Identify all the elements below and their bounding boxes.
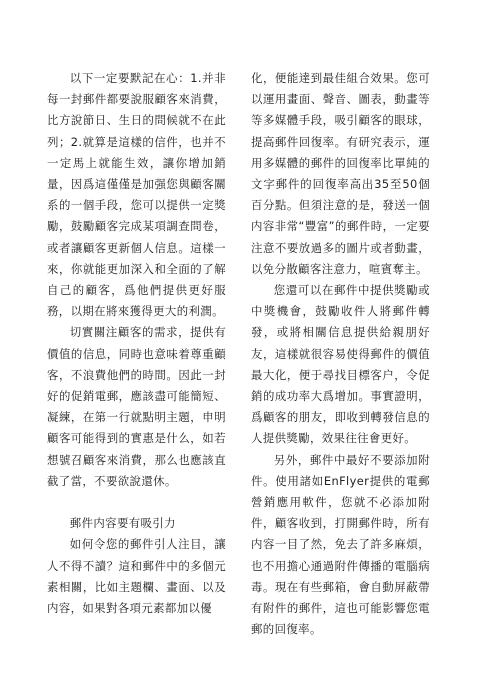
paragraph-attachments: 另外，郵件中最好不要添加附件。使用諸如EnFlyer提供的電郵營銷應用軟件，您就不必添加附件，顧客收到，打開郵件時，所有内容一目了然，免去了許多麻煩，也不用擔心通過附件傳播的電腦病毒。現在有些郵箱，會自動屏蔽帶有附件的郵件，這也可能影響您電郵的回復率。 (251, 452, 430, 637)
paragraph-multimedia: 化，便能達到最佳組合效果。您可以運用畫面、聲音、圖表，動畫等等多媒體手段，吸引顧客的眼球，提高郵件回復率。有研究表示，運用多媒體的郵件的回復率比單純的文字郵件的回復率高出35至50個百分點。但須注意的是，發送一個内容非常“豐富”的郵件時，一定要注意不要放過多的圖片或者動畫，以免分散顧客注意力，喧賓奪主。 (251, 71, 430, 276)
left-column (47, 68, 226, 619)
paragraph-gap (47, 492, 226, 513)
paragraph-rewards: 您還可以在郵件中提供獎勵或中獎機會，鼓勵收件人將郵件轉發，或將相關信息提供給親朋好友，這樣就很容易使得郵件的價值最大化，便于尋找目標客户，令促銷的成功率大爲增加。事實證明，爲顧客的朋友，即收到轉發信息的人提供獎勵，效果往往會更好。 (251, 283, 430, 446)
paragraph-attractive-content: 如何令您的郵件引人注目，讓人不得不讀？這和郵件中的多個元素相關，比如主題欄、畫面、以及内容，如果對各項元素都加以優 (47, 537, 226, 616)
paragraph-customer-needs: 切實關注顧客的需求，提供有價值的信息，同時也意味着尊重顧客，不浪費他們的時間。因此一封好的促銷電郵，應該盡可能簡短、凝練，在第一行就點明主題，申明顧客可能得到的實惠是什么，如若想號召顧客來消費，那么也應該直截了當，不要欲說還休。 (47, 325, 226, 488)
right-column (251, 68, 430, 640)
paragraph-reminder: 以下一定要默記在心：1.并非每一封郵件都要說服顧客來消費，比方說節日、生日的問候就不在此列；2.就算是這樣的信件，也并不一定馬上就能生效，讓你增加銷量，因爲這僅僅是加强您與顧客關系的一個手段，您可以提供一定獎勵，鼓勵顧客完成某項調查問卷，或者讓顧客更新個人信息。這樣一來，你就能更加深入和全面的了解自己的顧客，爲他們提供更好服務，以期在將來獲得更大的利潤。 (47, 71, 226, 319)
section-heading: 郵件内容要有吸引力 (69, 516, 176, 531)
